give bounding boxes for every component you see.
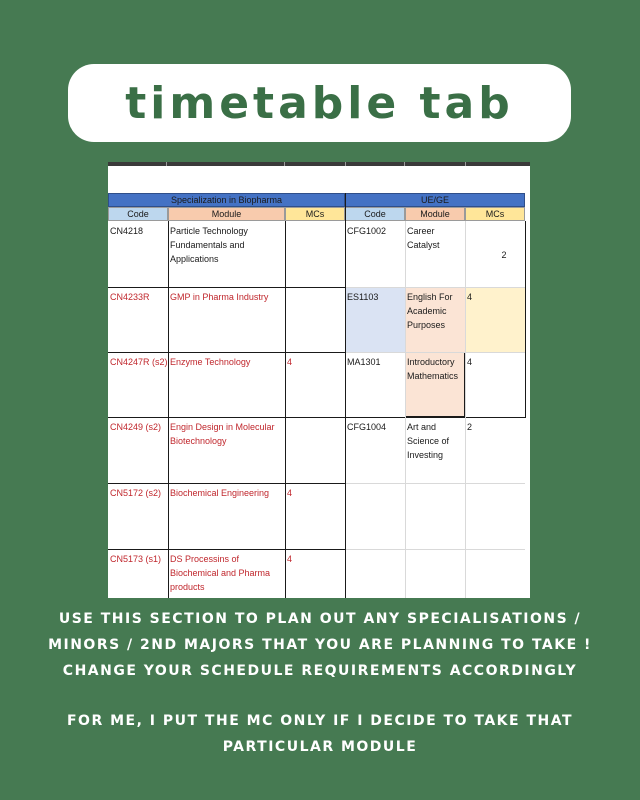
col-header-code-right: Code <box>345 207 405 221</box>
ue-row4-mcs: 2 <box>467 422 473 432</box>
grid-line <box>345 483 525 484</box>
grid-line <box>168 221 169 598</box>
row5-mcs: 4 <box>287 488 293 498</box>
caption-line-1: USE THIS SECTION TO PLAN OUT ANY SPECIALISATIONS / <box>58 611 582 627</box>
col-header-mcs-right: MCs <box>465 207 525 221</box>
row1-code: CN4218 <box>110 226 144 236</box>
left-group-header: Specialization in Biopharma <box>108 193 345 207</box>
row6-module: DS Processins of Biochemical and Pharma products <box>170 554 271 592</box>
row3-module: Enzyme Technology <box>170 357 251 367</box>
sheet-top-bar <box>108 162 530 166</box>
ue-row1-code: CFG1002 <box>347 226 387 236</box>
row5-code: CN5172 (s2) <box>110 488 162 498</box>
row4-code: CN4249 (s2) <box>110 422 162 432</box>
col-header-code: Code <box>108 207 168 221</box>
ue-row2-mcs: 4 <box>467 292 473 302</box>
grid-line <box>345 549 525 550</box>
col-header-module-right: Module <box>405 207 465 221</box>
row3-mcs: 4 <box>287 357 293 367</box>
title-banner <box>68 64 571 142</box>
col-header-module: Module <box>168 207 285 221</box>
ue-row3-module: Introductory Mathematics <box>407 357 459 381</box>
row2-mcs <box>285 288 345 292</box>
right-group-header: UE/GE <box>345 193 525 207</box>
page-title: timetable tab <box>125 77 514 129</box>
row2-code: CN4233R <box>110 292 150 302</box>
row2-module: GMP in Pharma Industry <box>170 292 269 302</box>
grid-line <box>465 221 466 598</box>
ue-row3-mcs: 4 <box>467 357 473 367</box>
ue-row2-code: ES1103 <box>347 292 379 302</box>
row1-mcs <box>285 222 345 226</box>
grid-line <box>345 193 346 598</box>
caption-line-3: CHANGE YOUR SCHEDULE REQUIREMENTS ACCORDINGLY <box>62 663 578 679</box>
row3-code: CN4247R (s2) <box>110 357 168 367</box>
col-header-mcs: MCs <box>285 207 345 221</box>
ue-row1-mcs: 2 <box>501 250 507 260</box>
ue-row2-module: English For Academic Purposes <box>407 292 453 330</box>
caption-line-2: MINORS / 2ND MAJORS THAT YOU ARE PLANNING TO TAKE ! <box>48 637 592 653</box>
row6-code: CN5173 (s1) <box>110 554 162 564</box>
ue-row3-code: MA1301 <box>347 357 381 367</box>
row1-module: Particle Technology Fundamentals and Applications <box>170 226 248 264</box>
row4-module: Engin Design in Molecular Biotechnology <box>170 422 275 446</box>
grid-line <box>405 221 406 598</box>
spreadsheet-screenshot <box>108 162 530 598</box>
ue-row4-module: Art and Science of Investing <box>407 422 450 460</box>
caption-line-5: PARTICULAR MODULE <box>222 739 418 755</box>
caption-line-4: FOR ME, I PUT THE MC ONLY IF I DECIDE TO TAKE THAT <box>66 713 574 729</box>
grid-line <box>285 221 286 598</box>
ue-row1-module: Career Catalyst <box>407 226 440 250</box>
ue-row4-code: CFG1004 <box>347 422 387 432</box>
row4-mcs <box>285 418 345 422</box>
row5-module: Biochemical Engineering <box>170 488 270 498</box>
row6-mcs: 4 <box>287 554 293 564</box>
grid-line <box>525 221 526 418</box>
